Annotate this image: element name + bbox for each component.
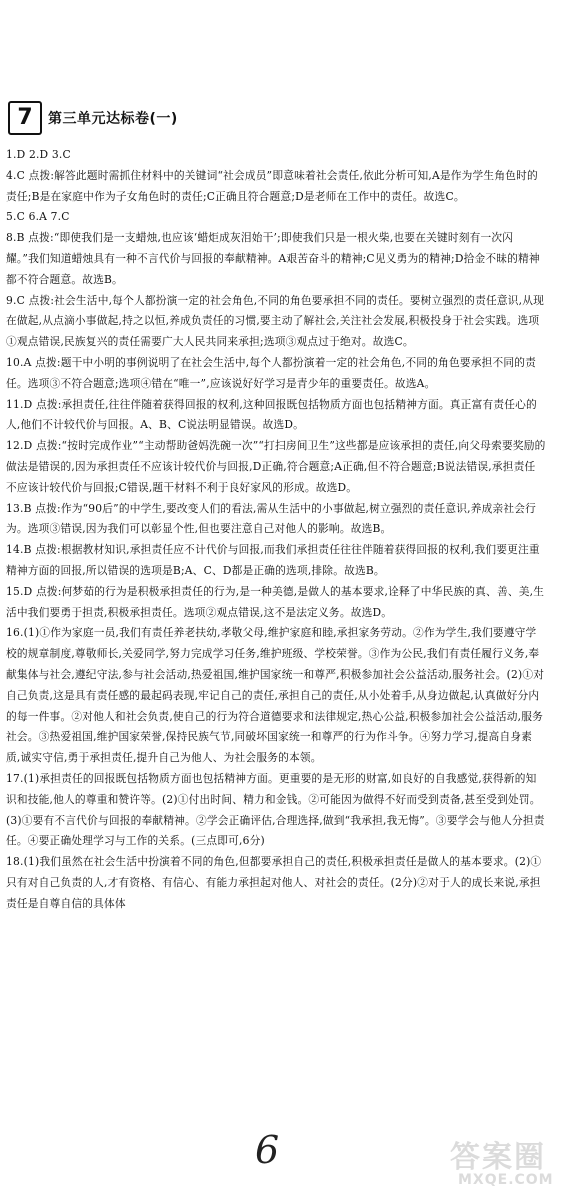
answer-8: 8.B 点拨:“即使我们是一支蜡烛,也应该‘蜡炬成灰泪始干’;即使我们只是一根火柴,也要在关键时刻有一次闪耀。”我们知道蜡烛具有一种不言代价与回报的奉献精神。A艰苦奋斗的精神;C见义勇为的精神;D拾金不昧的精神都不符合题意。故选B。 <box>6 231 540 286</box>
answer-12: 12.D 点拨:“按时完成作业”“主动帮助爸妈洗碗一次”“打扫房间卫生”这些都是应该承担的责任,向父母索要奖励的做法是错误的,因为承担责任不应该计较代价与回报,D正确,符合题意;A正确,但不符合题意;B说法错误,承担责任不应该计较代价与回报;C错误,题干材料不利于良好家风的形成。故选D。 <box>6 439 546 494</box>
answer-13: 13.B 点拨:作为“90后”的中学生,要改变人们的看法,需从生活中的小事做起,树立强烈的责任意识,养成亲社会行为。选项③错误,因为我们可以彰显个性,但也要注意自己对他人的影响。故选B。 <box>6 501 537 536</box>
section-header <box>8 101 178 135</box>
watermark-logo-text: 答案圈 <box>450 1140 546 1175</box>
watermark-url: MXQE.COM <box>458 1172 554 1188</box>
answer-5-7: 5.C 6.A 7.C <box>6 210 70 224</box>
answer-4: 4.C 点拨:解答此题时需抓住材料中的关键词“社会成员”即意味着社会责任,依此分析可知,A是作为学生角色时的责任;B是在家庭中作为子女角色时的责任;C正确且符合题意;D是老师在工作中的责任。故选C。 <box>6 168 538 203</box>
answer-14: 14.B 点拨:根据教材知识,承担责任应不计代价与回报,而我们承担责任往往伴随着获得回报的权利,我们要更注重精神方面的回报,所以错误的选项是B;A、C、D都是正确的选项,排除。故选B。 <box>6 543 540 577</box>
answer-15: 15.D 点拨:何梦茹的行为是积极承担责任的行为,是一种美德,是做人的基本要求,诠释了中华民族的真、善、美,生活中我们要勇于担责,积极承担责任。选项②观点错误,这不是法定义务。故选D。 <box>6 584 545 619</box>
answer-list <box>6 145 546 914</box>
handwritten-page-number: 6 <box>255 1128 280 1172</box>
answer-11: 11.D 点拨:承担责任,往往伴随着获得回报的权利,这种回报既包括物质方面也包括精神方面。真正富有责任心的人,他们不计较代价与回报。A、B、C说法明显错误。故选D。 <box>6 397 537 432</box>
answer-10: 10.A 点拨:题干中小明的事例说明了在社会生活中,每个人都扮演着一定的社会角色,不同的角色要承担不同的责任。选项③不符合题意;选项④错在“唯一”,应该说好好学习是青少年的重要责任。故选A。 <box>6 355 537 390</box>
answer-1-3: 1.D 2.D 3.C <box>6 148 71 161</box>
unit-number-box: 7 <box>8 101 42 135</box>
section-title: 第三单元达标卷(一) <box>48 111 178 127</box>
answer-16: 16.(1)①作为家庭一员,我们有责任养老扶幼,孝敬父母,维护家庭和睦,承担家务劳动。②作为学生,我们要遵守学校的规章制度,尊敬师长,关爱同学,努力完成学习任务,维护班级、学校荣誉。③作为公民,我们有责任履行义务,奉献集体与社会,遵纪守法,参与社会活动,热爱祖国,维护国家统一和尊严,积极参加社会公益活动,服务社会。(2)①对自己负责,这是具有责任感的最起码表现,牢记自己的责任,承担自己的责任,从小处着手,从身边做起,认真做好分内的每一件事。②对他人和社会负责,使自己的行为符合道德要求和法律规定,热心公益,积极参加社会公益活动,服务社会。③热爱祖国,维护国家荣誉,保持民族气节,同破坏国家统一和尊严的行为作斗争。④努力学习,提高自身素质,诚实守信,勇于承担责任,提升自己为他人、为社会服务的本领。 <box>6 626 545 765</box>
answer-17: 17.(1)承担责任的回报既包括物质方面也包括精神方面。更重要的是无形的财富,如良好的自我感觉,获得新的知识和技能,他人的尊重和赞许等。(2)①付出时间、精力和金钱。②可能因为做得不好而受到责备,甚至受到处罚。(3)①要有不言代价与回报的奉献精神。②学会正确评估,合理选择,做到“我承担,我无悔”。③要学会与他人分担责任。④要正确处理学习与工作的关系。(三点即可,6分) <box>6 771 545 848</box>
answer-18: 18.(1)我们虽然在社会生活中扮演着不同的角色,但都要承担自己的责任,积极承担责任是做人的基本要求。(2)①只有对自己负责的人,才有资格、有信心、有能力承担起对他人、对社会的责任。(2分)②对于人的成长来说,承担责任是自尊自信的具体体 <box>6 855 542 910</box>
answer-9: 9.C 点拨:社会生活中,每个人都扮演一定的社会角色,不同的角色要承担不同的责任。要树立强烈的责任意识,从现在做起,从点滴小事做起,持之以恒,养成负责任的习惯,要主动了解社会,关注社会发展,积极投身于社会实践。选项①观点错误,民族复兴的责任需要广大人民共同来承担;选项③观点过于绝对。故选C。 <box>6 293 544 349</box>
site-watermark <box>450 1132 560 1194</box>
